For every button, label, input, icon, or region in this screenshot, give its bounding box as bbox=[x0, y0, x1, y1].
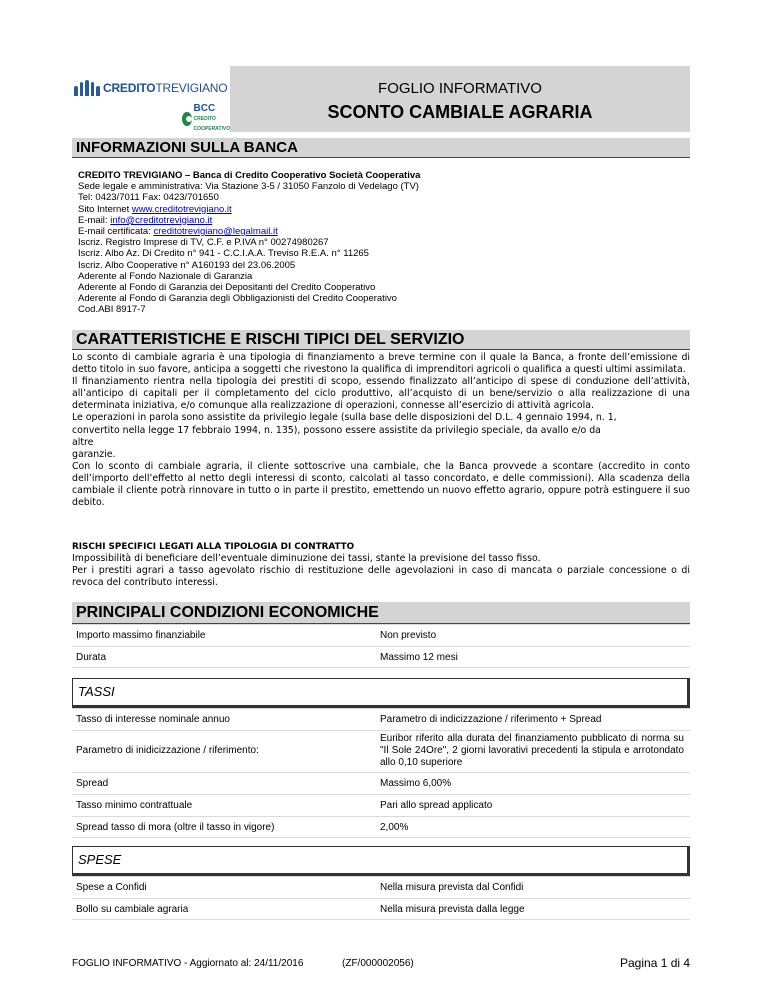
bank-line: Aderente al Fondo Nazionale di Garanzia bbox=[78, 270, 253, 282]
title-box bbox=[230, 66, 690, 132]
table-row: Spread Massimo 6,00% bbox=[72, 772, 690, 794]
email-link[interactable]: info@creditotrevigiano.it bbox=[110, 214, 213, 226]
paragraph: Lo sconto di cambiale agraria è una tipologia di finanziamento a breve termine con il quale la Banca, a fronte dell’emissione di detto titolo in suo favore, anticipa a soggetti che rivestono la qualifica di imprenditori agricoli o qualifica a questi ultimi assimilata. bbox=[72, 352, 690, 376]
table-row: Tasso minimo contrattuale Pari allo spread applicato bbox=[72, 794, 690, 816]
paragraph: Con lo sconto di cambiale agraria, il cliente sottoscrive una cambiale, che la Banca provvede a scontare (accredito in conto dell’importo dell’effetto al netto degli interessi di sconto, calcolati al tasso concordato, e delle commissioni). Alla scadenza della cambiale il cliente potrà rinnovare in tutto o in parte il prestito, emettendo un nuovo effetto agrario, oppure potrà estinguere il suo debito. bbox=[72, 460, 690, 509]
footer-update: FOGLIO INFORMATIVO - Aggiornato al: 24/11/2016 bbox=[72, 958, 304, 969]
section-caratteristiche: CARATTERISTICHE E RISCHI TIPICI DEL SERVIZIO bbox=[72, 330, 690, 350]
rischi-block bbox=[72, 541, 690, 589]
bank-line: Cod.ABI 8917-7 bbox=[78, 304, 146, 316]
paragraph: altre bbox=[72, 436, 94, 448]
bank-line: Iscriz. Registro Imprese di TV, C.F. e P.IVA n° 00274980267 bbox=[78, 237, 329, 249]
paragraph: Impossibilità di beneficiare dell’eventuale diminuzione dei tassi, stante la previsione del tasso fisso. bbox=[72, 553, 541, 565]
bank-sede: Sede legale e amministrativa: Via Stazione 3-5 / 31050 Fanzolo di Vedelago (TV) bbox=[78, 181, 419, 193]
bank-line: Iscriz. Albo Az. Di Credito n° 941 - C.C.I.A.A. Treviso R.E.A. n° 11265 bbox=[78, 248, 369, 260]
paragraph: Per i prestiti agrari a tasso agevolato rischio di restituzione delle agevolazioni in caso di mancata o parziale concessione o di revoca del contributo interessi. bbox=[72, 565, 690, 589]
table-row: Parametro di inidicizzazione / riferimento: Euribor riferito alla durata del finanziamento pubblicato di norma su "Il Sole 24Ore", 2 giorni lavorativi precedenti la stipula e arrotondato allo 0,10 superiore bbox=[72, 730, 690, 772]
table-row: Spese a Confidi Nella misura prevista dal Confidi bbox=[72, 876, 690, 898]
footer-code: (ZF/000002056) bbox=[342, 958, 414, 969]
doc-type: FOGLIO INFORMATIVO bbox=[378, 80, 542, 97]
rischi-title: RISCHI SPECIFICI LEGATI ALLA TIPOLOGIA DI CONTRATTO bbox=[72, 542, 355, 552]
paragraph: garanzie. bbox=[72, 448, 116, 460]
bcc-mark-icon bbox=[182, 112, 192, 126]
doc-title: SCONTO CAMBIALE AGRARIA bbox=[327, 102, 593, 122]
bank-tel: Tel: 0423/7011 Fax: 0423/701650 bbox=[78, 192, 219, 204]
subsection-tassi: TASSI bbox=[72, 678, 690, 708]
bank-info: CREDITO TREVIGIANO – Banca di Credito Cooperativo Società Cooperativa Sede legale e amministrativa: Via Stazione 3-5 / 31050 Fanzolo di Vedelago (TV) Tel: 0423/7011 Fax: 0423/701650 Sito Internet www.creditotrevigiano.it E-mail: info@creditotrevigiano.it E-mail certificata: creditotrevigiano@legalmail.it Iscriz. Registro Imprese di TV, C.F. e P.IVA n° 00274980267 Iscriz. Albo Az. Di Credito n° 941 - C.C.I.A.A. Treviso R.E.A. n° 11265 Iscriz. Albo Cooperative n° A160193 del 23.06.2005 Aderente al Fondo Nazionale di Garanzia Aderente al Fondo di Garanzia dei Depositanti del Credito Cooperativo Aderente al Fondo di Garanzia degli Obbligazionisti del Credito Cooperativo Cod.ABI 8917-7 bbox=[78, 170, 421, 316]
table-row: Durata Massimo 12 mesi bbox=[72, 646, 690, 668]
caratteristiche-text bbox=[72, 352, 690, 509]
page-number: Pagina 1 di 4 bbox=[620, 956, 691, 970]
paragraph: convertito nella legge 17 febbraio 1994, n. 135), possono essere assistite da privilegio speciale, da avallo e/o da bbox=[72, 424, 601, 436]
table-row: Spread tasso di mora (oltre il tasso in vigore) 2,00% bbox=[72, 816, 690, 838]
pec-email-link[interactable]: creditotrevigiano@legalmail.it bbox=[153, 226, 278, 238]
bank-name: CREDITO TREVIGIANO – Banca di Credito Cooperativo Società Cooperativa bbox=[78, 170, 421, 181]
table-row: Tasso di interesse nominale annuo Parametro di indicizzazione / riferimento + Spread bbox=[72, 708, 690, 730]
website-link[interactable]: www.creditotrevigiano.it bbox=[131, 203, 232, 215]
bank-logo: CREDITOTREVIGIANO BCC CREDITO COOPERATIVO bbox=[72, 62, 232, 142]
bank-line: Aderente al Fondo di Garanzia dei Depositanti del Credito Cooperativo bbox=[78, 282, 376, 294]
bank-line: Iscriz. Albo Cooperative n° A160193 del 23.06.2005 bbox=[78, 259, 296, 271]
paragraph: Il finanziamento rientra nella tipologia dei prestiti di scopo, essendo finalizzato all’anticipo di spese di conduzione dell’attività, all’anticipo di capitali per il completamento del ciclo produttivo, all’acquisto di un bene/servizio o alla realizzazione di una determinata iniziativa, e/o comunque alla realizzazione di operazioni, connesse all’esercizio di attività agricola. bbox=[72, 376, 690, 412]
section-info-banca: INFORMAZIONI SULLA BANCA bbox=[72, 138, 690, 158]
table-row: Bollo su cambiale agraria Nella misura prevista dalla legge bbox=[72, 898, 690, 920]
table-row: Importo massimo finanziabile Non previsto bbox=[72, 624, 690, 646]
subsection-spese: SPESE bbox=[72, 846, 690, 876]
section-condizioni: PRINCIPALI CONDIZIONI ECONOMICHE bbox=[72, 602, 690, 624]
paragraph: Le operazioni in parola sono assistite da privilegio legale (sulla base delle disposizioni del D.L. 4 gennaio 1994, n. 1, bbox=[72, 412, 617, 424]
bcc-logo: BCC CREDITO COOPERATIVO bbox=[182, 104, 235, 134]
bank-line: Aderente al Fondo di Garanzia degli Obbligazionisti del Credito Cooperativo bbox=[78, 293, 397, 305]
logo-mark-icon bbox=[74, 80, 100, 96]
